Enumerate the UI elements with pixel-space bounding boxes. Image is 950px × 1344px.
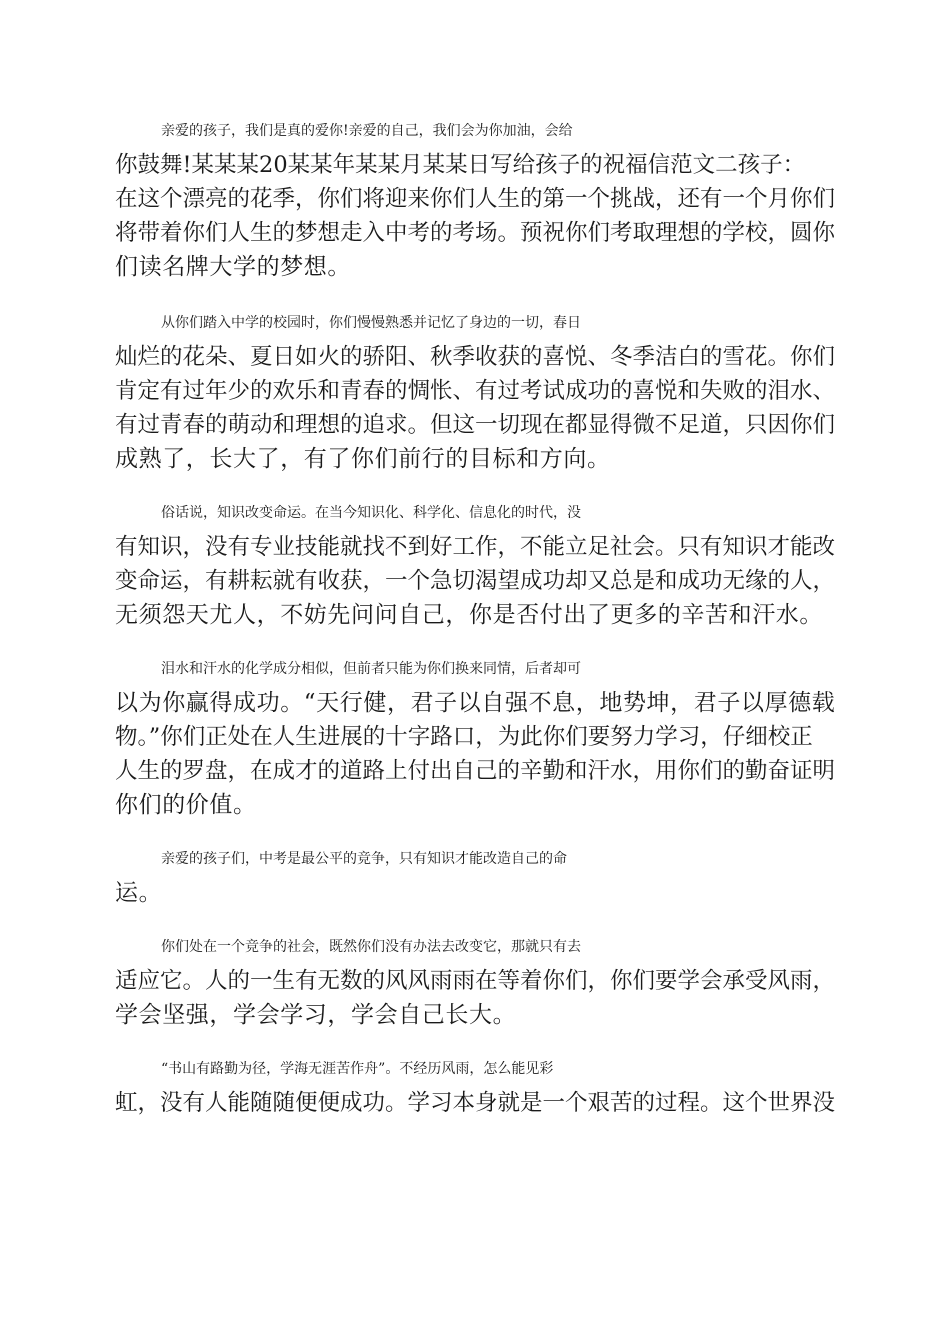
paragraph-7 xyxy=(115,1052,835,1120)
text-line: 从你们踏入中学的校园时，你们慢慢熟悉并记忆了身边的一切，春日 xyxy=(161,315,581,331)
text-line: 人生的罗盘，在成才的道路上付出自己的辛勤和汗水，用你们的勤奋证明 xyxy=(115,758,836,784)
text-line: 有知识，没有专业技能就找不到好工作，不能立足社会。只有知识才能改 xyxy=(115,534,836,560)
text-line: 变命运，有耕耘就有收获，一个急切渴望成功却又总是和成功无缘的人， xyxy=(115,568,836,594)
text-line: 在这个漂亮的花季，你们将迎来你们人生的第一个挑战，还有一个月你们 xyxy=(115,186,836,212)
text-line: 们读名牌大学的梦想。 xyxy=(115,254,351,280)
paragraph-6 xyxy=(115,930,835,1032)
text-line: 俗话说，知识改变命运。在当今知识化、科学化、信息化的时代，没 xyxy=(161,505,581,521)
text-line: 运。 xyxy=(115,880,163,906)
document-page xyxy=(115,114,835,1140)
text-line: 虹，没有人能随随便便成功。学习本身就是一个艰苦的过程。这个世界没 xyxy=(115,1090,836,1116)
paragraph-3 xyxy=(115,496,835,632)
text-line: 物。”你们正处在人生进展的十字路口，为此你们要努力学习，仔细校正 xyxy=(115,724,813,750)
text-line: 泪水和汗水的化学成分相似，但前者只能为你们换来同情，后者却可 xyxy=(161,661,581,677)
text-line: 将带着你们人生的梦想走入中考的考场。预祝你们考取理想的学校，圆你 xyxy=(115,220,836,246)
text-line: 你们处在一个竞争的社会，既然你们没有办法去改变它，那就只有去 xyxy=(161,939,581,955)
text-line: 适应它。人的一生有无数的风风雨雨在等着你们，你们要学会承受风雨， xyxy=(115,968,836,994)
paragraph-4 xyxy=(115,652,835,822)
paragraph-1 xyxy=(115,114,835,284)
text-line: 学会坚强，学会学习，学会自己长大。 xyxy=(115,1002,517,1028)
paragraph-5 xyxy=(115,842,835,910)
text-line: 你们的价值。 xyxy=(115,792,257,818)
text-line: 无须怨天尤人，不妨先问问自己，你是否付出了更多的辛苦和汗水。 xyxy=(115,602,823,628)
text-line: 你鼓舞!某某某20某某年某某月某某日写给孩子的祝福信范文二孩子： xyxy=(115,152,806,178)
text-line: 亲爱的孩子们，中考是最公平的竞争，只有知识才能改造自己的命 xyxy=(161,851,567,867)
text-line: 亲爱的孩子，我们是真的爱你!亲爱的自己，我们会为你加油，会给 xyxy=(161,123,573,139)
text-line: 有过青春的萌动和理想的追求。但这一切现在都显得微不足道，只因你们 xyxy=(115,412,836,438)
text-line: 灿烂的花朵、夏日如火的骄阳、秋季收获的喜悦、冬季洁白的雪花。你们 xyxy=(115,344,836,370)
text-line: 以为你赢得成功。“天行健，君子以自强不息，地势坤，君子以厚德载 xyxy=(115,690,836,716)
text-line: 成熟了，长大了，有了你们前行的目标和方向。 xyxy=(115,446,611,472)
text-line: 肯定有过年少的欢乐和青春的惆怅、有过考试成功的喜悦和失败的泪水、 xyxy=(115,378,836,404)
text-line: “书山有路勤为径，学海无涯苦作舟”。不经历风雨，怎么能见彩 xyxy=(161,1061,554,1077)
paragraph-2 xyxy=(115,306,835,476)
